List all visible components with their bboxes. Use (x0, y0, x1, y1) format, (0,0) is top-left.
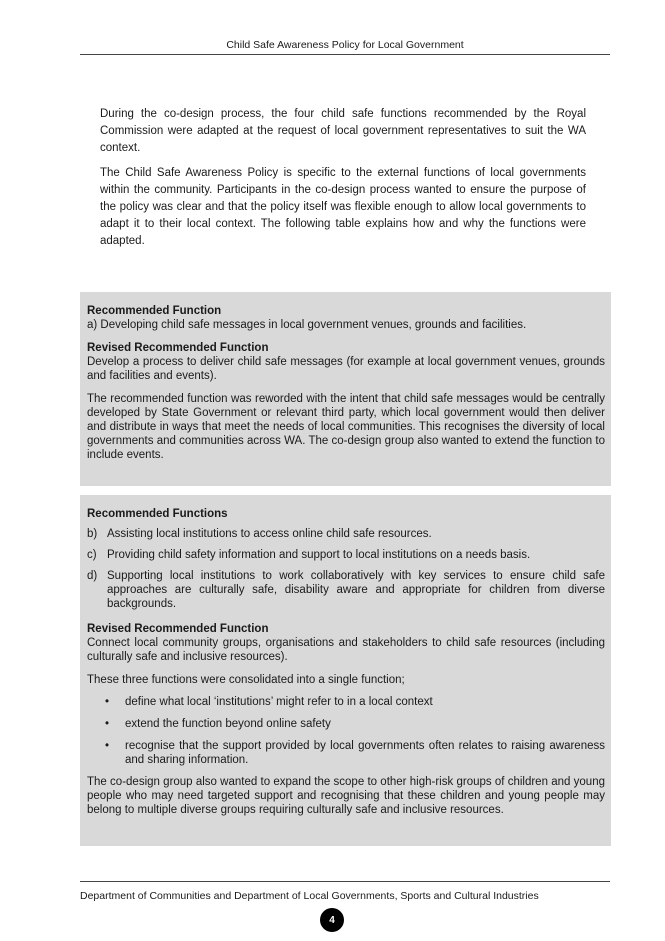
page-number-badge: 4 (320, 908, 344, 932)
intro-paragraph-2: The Child Safe Awareness Policy is specific to the external functions of local governments within the community. Participants in the co-design process wanted to ensure the purpose of the policy was clear and that the policy itself was flexible enough to allow local governments to adapt it to their local context. The following table explains how and why the functions were adapted. (100, 167, 586, 247)
bullet-icon: • (105, 696, 110, 708)
list-item (87, 739, 605, 767)
list-marker: d) (87, 570, 98, 582)
list-item (87, 569, 605, 611)
recommended-function-text: a) Developing child safe messages in local government venues, grounds and facilities. (87, 319, 527, 331)
list-item-text: extend the function beyond online safety (125, 718, 331, 730)
revised-function-heading: Revised Recommended Function (87, 623, 269, 635)
recommended-functions-heading: Recommended Functions (87, 508, 228, 520)
list-item-text: Assisting local institutions to access online child safe resources. (107, 528, 432, 540)
function-box-bcd (80, 495, 611, 846)
bullet-icon: • (105, 718, 110, 730)
explanation-text: The recommended function was reworded with the intent that child safe messages would be centrally developed by State Government or relevant third party, which local government would then deliver and distribute in ways that meet the needs of local communities. This recognises the diversity of local governments and communities across WA. The co-design group also wanted to extend the function to include events. (87, 393, 605, 461)
bullet-icon: • (105, 740, 110, 752)
footer-divider (80, 881, 610, 882)
revised-function-heading: Revised Recommended Function (87, 342, 269, 354)
list-item-text: Supporting local institutions to work collaboratively with key services to ensure child safe approaches are culturally safe, disability aware and appropriate for children from diverse backgrounds. (107, 570, 605, 610)
list-item (87, 548, 605, 562)
list-marker: b) (87, 528, 98, 540)
list-item (87, 695, 605, 709)
list-item (87, 527, 605, 541)
page-header-title: Child Safe Awareness Policy for Local Government (226, 39, 464, 51)
intro-paragraph-1: During the co-design process, the four child safe functions recommended by the Royal Commission were adapted at the request of local government representatives to suit the WA context. (100, 108, 586, 154)
list-item-text: define what local ‘institutions’ might refer to in a local context (125, 696, 433, 708)
header-divider (80, 54, 610, 55)
recommended-function-heading: Recommended Function (87, 305, 222, 317)
consolidation-bullet-list (87, 695, 605, 767)
list-item-text: Providing child safety information and support to local institutions on a needs basis. (107, 549, 531, 561)
list-item (87, 717, 605, 731)
function-box-a (80, 292, 611, 486)
revised-function-text: Connect local community groups, organisations and stakeholders to child safe resources (including culturally safe and inclusive resources). (87, 637, 605, 663)
list-marker: c) (87, 549, 97, 561)
closing-text: The co-design group also wanted to expand the scope to other high-risk groups of children and young people who may need targeted support and recognising that these children and young people may belong to multiple diverse groups requiring culturally safe and inclusive resources. (87, 776, 605, 816)
revised-function-text: Develop a process to deliver child safe messages (for example at local government venues, grounds and facilities and events). (87, 356, 605, 382)
list-item-text: recognise that the support provided by local governments often relates to raising awareness and sharing information. (125, 740, 605, 766)
intro-section (100, 106, 586, 258)
consolidated-text: These three functions were consolidated into a single function; (87, 674, 405, 686)
recommended-functions-list (87, 527, 605, 611)
footer-text: Department of Communities and Department of Local Governments, Sports and Cultural Industries (80, 890, 539, 902)
